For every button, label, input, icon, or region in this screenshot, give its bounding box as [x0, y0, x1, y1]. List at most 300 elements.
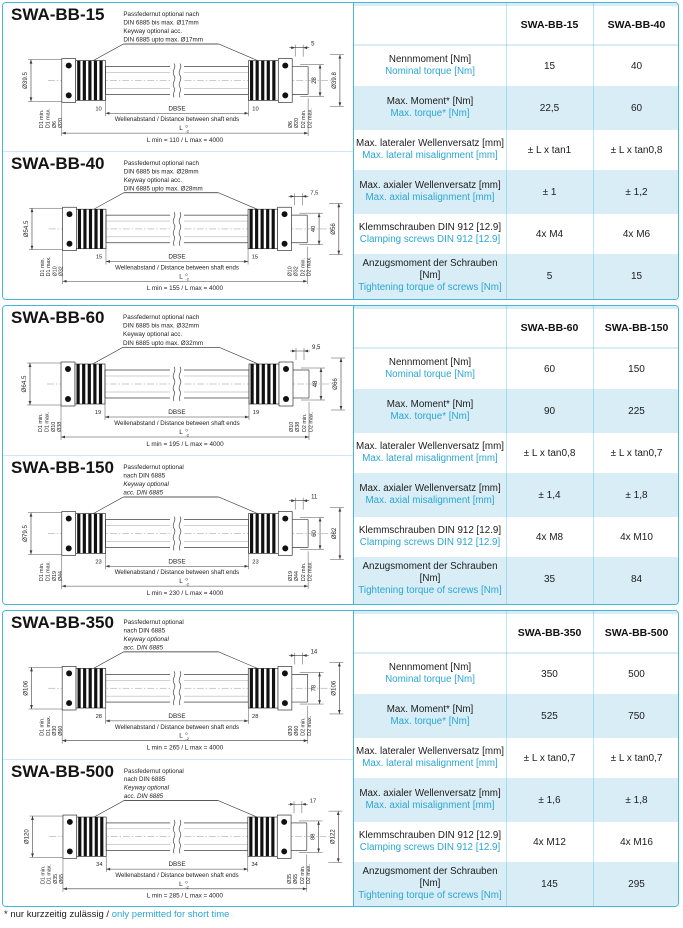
keyway-note-line: DIN 6885 upto max. Ø32mm: [123, 339, 204, 347]
footnote-de: * nur kurzzeitig zulässig /: [4, 909, 110, 920]
dim-arrow: [320, 396, 323, 400]
cell-value: ± 1,2: [625, 186, 648, 198]
hub-rib: [78, 817, 81, 856]
outer-diameter-left: Ø79.5: [22, 525, 30, 542]
table-row: [354, 88, 678, 128]
dim-arrow: [244, 719, 248, 722]
row-label-en: Clamping screws DIN 912 [12.9]: [359, 842, 501, 853]
hub-rib: [255, 817, 258, 856]
keyway-note-line: Keyway optional: [123, 635, 169, 643]
drawing-title: SWA-BB-150: [11, 458, 114, 477]
dim-arrow: [317, 820, 320, 824]
offset-dim-left: 10: [95, 106, 102, 113]
hub-rib: [262, 364, 265, 404]
row-label-en: Max. axial misalignment [mm]: [365, 495, 495, 506]
clamp-screw: [65, 366, 71, 372]
cell-value: 5: [546, 270, 553, 282]
outer-diameter-left: Ø54.5: [23, 220, 31, 238]
dim-arrow: [30, 550, 33, 554]
table-row: [354, 654, 678, 694]
keyway-note-line: DIN 6885 upto max. Ø17mm: [123, 36, 203, 44]
cell-value: 40: [630, 60, 643, 72]
dbse-label: DBSE: [168, 712, 186, 720]
dim-arrow: [31, 853, 34, 857]
bore-min-right: Ø10: [287, 266, 294, 277]
dim-arrow: [303, 654, 307, 657]
column-separator: [506, 306, 507, 604]
hub-rib: [100, 817, 103, 856]
keyway-note-line: nach DIN 6885: [123, 472, 166, 480]
right-top-dim: 9,5: [312, 345, 321, 351]
hub-rib: [89, 817, 92, 856]
dim-arrow: [340, 406, 343, 410]
length-tol-bottom: -2: [185, 736, 189, 742]
row-label: [354, 788, 506, 812]
row-label-en: Max. axial misalignment [mm]: [365, 800, 495, 811]
break-mask: [170, 672, 184, 705]
hub-rib: [266, 209, 269, 248]
drawings-panel: [3, 306, 353, 604]
row-label-de: Klemmschrauben DIN 912 [12.9]: [358, 222, 502, 234]
column-header: SWA-BB-40: [607, 19, 666, 31]
hub-rib: [88, 61, 91, 101]
dim-arrow: [105, 565, 109, 568]
note-leader-right: [219, 497, 263, 516]
cell-value: 525: [541, 710, 558, 722]
offset-dim-right: 23: [252, 559, 259, 566]
keyway-note-line: Keyway optional: [123, 480, 169, 488]
row-label-de: Max. lateraler Wellenversatz [mm]: [356, 746, 504, 758]
cell-value: 15: [543, 60, 556, 72]
hub-rib: [93, 364, 96, 404]
dim-arrow: [318, 700, 321, 704]
dbse-label: DBSE: [168, 409, 186, 416]
row-label-de: Max. Moment* [Nm]: [386, 399, 474, 411]
note-leader-right: [219, 652, 263, 671]
table-row: [354, 517, 678, 557]
dim-arrow: [318, 213, 321, 217]
clamp-length-dim: 60: [312, 530, 319, 537]
length-range: L min = 265 / L max = 4000: [146, 744, 224, 752]
row-label-en: Nominal torque [Nm]: [385, 66, 475, 77]
drawings-panel: [3, 3, 353, 299]
bore-min-left: Ø19: [51, 571, 58, 582]
d2-max-label: D2 max.: [306, 863, 313, 884]
column-separator: [593, 306, 594, 604]
d2-max-label: D2 max.: [306, 256, 313, 277]
dim-arrow: [318, 241, 321, 245]
hub-rib: [271, 817, 274, 856]
hub-rib: [256, 514, 259, 554]
column-separator: [506, 611, 507, 906]
bore-max-left: Ø20: [57, 118, 64, 129]
dim-arrow: [31, 816, 34, 820]
drawing-swa-bb-15: [3, 3, 353, 151]
bore-max-right: Ø20: [294, 118, 301, 129]
clamp-screw: [67, 848, 73, 854]
length-label: L: [179, 732, 183, 740]
technical-drawing: [3, 456, 353, 604]
break-mask: [170, 820, 184, 852]
dim-arrow: [302, 802, 306, 805]
clamp-length-dim: 48: [313, 380, 319, 388]
length-label: L: [179, 273, 183, 281]
dim-arrow: [106, 867, 110, 870]
cell-value: ± L x tan0,8: [610, 144, 663, 156]
cell-value: 35: [543, 573, 556, 585]
dim-arrow: [304, 739, 308, 742]
clamp-screw: [67, 211, 73, 217]
clamp-screw: [282, 63, 288, 69]
clamp-screw: [65, 396, 71, 402]
offset-dim-right: 28: [252, 713, 259, 720]
dim-arrow: [320, 368, 323, 372]
keyway-note-line: Passfedernut optional nach: [123, 314, 200, 321]
hub-rib: [89, 668, 92, 708]
row-label: [354, 866, 506, 902]
row-label: [354, 96, 506, 120]
cell-value: 4x M12: [533, 836, 566, 848]
row-label-en: Max. torque* [Nm]: [390, 411, 470, 422]
d2-min-label: D2 min.: [299, 865, 306, 884]
hub-rib: [94, 668, 97, 708]
keyway-note-line: Keyway optional: [123, 784, 169, 792]
dim-arrow: [245, 112, 249, 115]
offset-dim-left: 15: [95, 254, 103, 261]
column-header: SWA-BB-350: [517, 627, 582, 639]
clamp-screw: [67, 241, 73, 247]
dim-arrow: [340, 358, 343, 362]
keyway-note-line: DIN 6885 bis max. Ø17mm: [123, 19, 199, 27]
cell-value: 350: [541, 668, 558, 680]
offset-dim-right: 34: [251, 861, 258, 868]
clamp-screw: [66, 63, 72, 69]
dim-arrow: [304, 585, 308, 588]
spec-table: [353, 306, 678, 604]
cell-value: ± L x tan0,8: [523, 447, 576, 459]
hub-rib: [266, 817, 269, 856]
cell-value: ± 1: [542, 186, 557, 198]
clamp-length-dim: 40: [311, 225, 318, 233]
dim-arrow: [106, 260, 110, 263]
note-leader-left: [90, 497, 124, 516]
hub-rib: [266, 668, 269, 708]
hub-rib: [83, 514, 86, 554]
row-label-de: Klemmschrauben DIN 912 [12.9]: [358, 830, 502, 842]
bore-max-right: Ø44: [294, 571, 301, 582]
d2-min-label: D2 min.: [300, 717, 307, 736]
hub-rib: [83, 61, 86, 101]
row-label: [354, 399, 506, 423]
dim-arrow: [337, 811, 340, 815]
bore-max-left: Ø60: [58, 725, 65, 736]
hub-rib: [272, 514, 275, 554]
drawing-title: SWA-BB-60: [11, 308, 105, 327]
keyway-note-line: Passfedernut optional: [123, 618, 184, 626]
clamp-screw: [281, 818, 287, 824]
d2-min-label: D2 min.: [301, 109, 308, 129]
d2-max-label: D2 max.: [307, 561, 314, 582]
column-header: SWA-BB-150: [604, 322, 669, 334]
clamp-screw: [282, 545, 288, 551]
d1-min-label: D1 min.: [38, 109, 45, 129]
length-label: L: [179, 880, 183, 888]
drawing-title: SWA-BB-500: [11, 761, 114, 781]
footnote-en: only permitted for short time: [111, 909, 230, 920]
keyway-note-line: acc. DIN 6885: [123, 644, 163, 652]
section-2: [2, 305, 679, 605]
offset-dim-left: 19: [94, 410, 102, 416]
dim-arrow: [304, 350, 308, 353]
table-row: [354, 696, 678, 736]
cell-value: ± L x tan0,7: [610, 752, 663, 764]
clamp-screw: [282, 92, 288, 98]
table-row: [354, 780, 678, 820]
cell-value: ± 1,8: [625, 794, 648, 806]
break-mask: [170, 65, 184, 98]
column-header: SWA-BB-500: [604, 627, 669, 639]
row-label: [354, 138, 506, 162]
hub-rib: [255, 668, 258, 708]
row-label: [354, 830, 506, 854]
hub-rib: [261, 668, 264, 708]
section-1: [2, 2, 679, 300]
drawing-swa-bb-60: [3, 306, 353, 455]
row-label: [354, 258, 506, 294]
break-mask: [170, 518, 184, 551]
table-row: [354, 391, 678, 431]
cell-value: 4x M8: [535, 531, 564, 543]
dim-arrow: [302, 195, 306, 198]
hub-rib: [261, 209, 264, 248]
keyway-note-line: DIN 6885 bis max. Ø28mm: [123, 168, 199, 176]
hub-rib: [99, 514, 102, 554]
dbse-sub-label: Wellenabstand / Distance between shaft ends: [114, 116, 240, 124]
dim-arrow: [29, 401, 32, 405]
hub-rib: [267, 61, 270, 101]
dim-arrow: [319, 518, 322, 522]
d2-min-label: D2 min.: [302, 413, 308, 432]
dim-arrow: [62, 739, 66, 742]
d2-min-label: D2 min.: [301, 562, 308, 582]
offset-dim-left: 23: [95, 559, 102, 566]
offset-dim-right: 15: [251, 254, 259, 261]
row-label-de: Max. axialer Wellenversatz [mm]: [359, 483, 501, 495]
break-mask: [170, 368, 184, 401]
cell-value: ± L x tan0,7: [523, 752, 576, 764]
length-tol-bottom: -2: [185, 883, 189, 889]
note-leader-left: [89, 347, 123, 366]
dim-arrow: [338, 662, 341, 666]
hub-rib: [94, 61, 97, 101]
row-label: [354, 704, 506, 728]
dim-arrow: [290, 802, 294, 805]
dbse-sub-label: Wellenabstand / Distance between shaft ends: [115, 264, 239, 272]
keyway-note-line: Passfedernut optional: [123, 463, 184, 471]
d2-max-label: D2 max.: [308, 411, 315, 432]
dim-arrow: [105, 416, 109, 419]
right-top-dim: 5: [311, 41, 315, 48]
offset-dim-left: 34: [96, 861, 103, 868]
table-row: [354, 864, 678, 904]
hub-rib: [261, 514, 264, 554]
note-leader-left: [90, 800, 123, 818]
hub-rib: [272, 209, 275, 248]
technical-drawing: [3, 3, 353, 151]
hub-rib: [83, 668, 86, 708]
bore-min-right: Ø35: [287, 873, 294, 884]
length-range: L min = 285 / L max = 4000: [146, 892, 223, 900]
hub-rib: [250, 61, 253, 101]
clamp-screw: [282, 700, 288, 706]
cell-value: ± 1,4: [538, 489, 561, 501]
hub-rib: [256, 61, 259, 101]
dim-arrow: [337, 251, 340, 255]
keyway-note-line: Passfedernut optional nach: [123, 10, 200, 18]
dim-arrow: [337, 858, 340, 862]
right-top-dim: 7,5: [310, 190, 319, 197]
table-row: [354, 738, 678, 778]
length-tol-top: 0: [185, 271, 188, 277]
row-label-de: Max. axialer Wellenversatz [mm]: [359, 788, 501, 800]
clamp-screw: [66, 670, 72, 676]
cell-value: ± 1,8: [625, 489, 648, 501]
bore-min-left: Ø6: [51, 120, 58, 129]
keyway-note-line: Keyway optional acc.: [123, 27, 183, 35]
length-tol-top: 0: [185, 427, 188, 433]
cell-value: 60: [543, 363, 556, 375]
hub-rib: [95, 817, 98, 856]
length-range: L min = 110 / L max = 4000: [146, 137, 224, 145]
drawings-panel: [3, 611, 353, 906]
row-label: [354, 222, 506, 246]
keyway-note-line: DIN 6885 upto max. Ø28mm: [123, 185, 203, 193]
keyway-note-line: nach DIN 6885: [123, 627, 166, 635]
length-tol-bottom: -2: [185, 276, 189, 282]
length-label: L: [179, 125, 183, 133]
row-label: [354, 441, 506, 465]
d1-max-label: D1 max.: [44, 411, 51, 432]
keyway-note-line: Keyway optional acc.: [123, 331, 183, 339]
row-label-en: Nominal torque [Nm]: [385, 674, 475, 685]
d1-max-label: D1 max.: [45, 561, 52, 582]
dim-arrow: [318, 672, 321, 676]
dbse-sub-label: Wellenabstand / Distance between shaft ends: [115, 871, 239, 879]
hub-rib: [77, 364, 80, 404]
hub-rib: [94, 209, 97, 248]
hub-rib: [77, 61, 80, 101]
dim-arrow: [339, 508, 342, 512]
length-tol-top: 0: [185, 878, 188, 884]
row-label-de: Max. Moment* [Nm]: [386, 704, 474, 716]
dim-arrow: [304, 132, 308, 135]
dbse-sub-label: Wellenabstand / Distance between shaft ends: [114, 569, 240, 577]
drawing-title: SWA-BB-350: [11, 613, 114, 632]
row-label-en: Max. axial misalignment [mm]: [365, 192, 495, 203]
keyway-note-line: DIN 6885 bis max. Ø32mm: [123, 322, 199, 330]
hub-rib: [249, 817, 252, 856]
right-top-dim: 17: [309, 797, 317, 804]
hub-rib: [83, 209, 86, 248]
dim-arrow: [29, 363, 32, 367]
dim-arrow: [291, 499, 295, 502]
clamp-length-dim: 78: [311, 684, 318, 692]
dbse-sub-label: Wellenabstand / Distance between shaft ends: [114, 723, 240, 731]
clamp-screw: [283, 396, 289, 402]
right-top-dim: 11: [311, 494, 318, 501]
cell-value: ± L x tan1: [527, 144, 572, 156]
offset-dim-left: 28: [95, 713, 103, 720]
clamp-screw: [66, 545, 72, 551]
cell-value: ± L x tan0,7: [610, 447, 663, 459]
cell-value: 4x M10: [620, 531, 653, 543]
length-label: L: [179, 578, 183, 586]
row-label: [354, 483, 506, 507]
bore-max-right: Ø60: [293, 725, 300, 736]
row-label: [354, 561, 506, 597]
hub-rib: [261, 61, 264, 101]
hub-rib: [99, 364, 102, 404]
table-row: [354, 475, 678, 515]
d1-min-label: D1 min.: [38, 562, 45, 582]
row-label-en: Max. torque* [Nm]: [390, 108, 470, 119]
outer-diameter-left: Ø64.5: [21, 375, 28, 393]
break-mask: [170, 213, 184, 246]
row-label: [354, 357, 506, 381]
technical-drawing: [3, 306, 353, 455]
cell-value: 4x M16: [620, 836, 653, 848]
d1-max-label: D1 max.: [45, 108, 52, 129]
column-header: SWA-BB-60: [520, 322, 579, 334]
keyway-note-line: Passfedernut optional: [123, 767, 184, 775]
dim-arrow: [291, 46, 295, 49]
hub-rib: [78, 668, 81, 708]
d1-max-label: D1 max.: [46, 863, 53, 884]
dim-arrow: [30, 705, 33, 709]
dim-arrow: [303, 280, 307, 283]
row-label-de: Anzugsmoment der Schrauben [Nm]: [362, 866, 498, 890]
dim-arrow: [30, 97, 33, 101]
dbse-label: DBSE: [168, 558, 186, 566]
row-label-en: Max. lateral misalignment [mm]: [362, 453, 498, 464]
hub-rib: [250, 209, 253, 248]
cell-value: 500: [628, 668, 645, 680]
note-leader-left: [90, 44, 124, 63]
dim-arrow: [319, 65, 322, 69]
row-label-de: Klemmschrauben DIN 912 [12.9]: [358, 525, 502, 537]
cell-value: 15: [630, 270, 643, 282]
dim-arrow: [339, 555, 342, 559]
clamp-screw: [282, 211, 288, 217]
d1-min-label: D1 min.: [39, 717, 46, 736]
dim-arrow: [63, 887, 67, 890]
dim-arrow: [62, 132, 66, 135]
clamp-length-dim: 28: [312, 77, 319, 84]
hub-rib: [82, 364, 85, 404]
keyway-note-line: acc. DIN 6885: [123, 489, 163, 497]
hub-rib: [256, 364, 259, 404]
clamp-screw: [66, 92, 72, 98]
note-leader-right: [219, 347, 263, 366]
table-header-row: [354, 614, 678, 652]
row-label: [354, 54, 506, 78]
row-label-en: Tightening torque of screws [Nm]: [358, 281, 502, 293]
hub-rib: [84, 817, 87, 856]
table-row: [354, 822, 678, 862]
dim-arrow: [317, 848, 320, 852]
hub-rib: [255, 209, 258, 248]
keyway-note-line: nach DIN 6885: [123, 775, 166, 783]
